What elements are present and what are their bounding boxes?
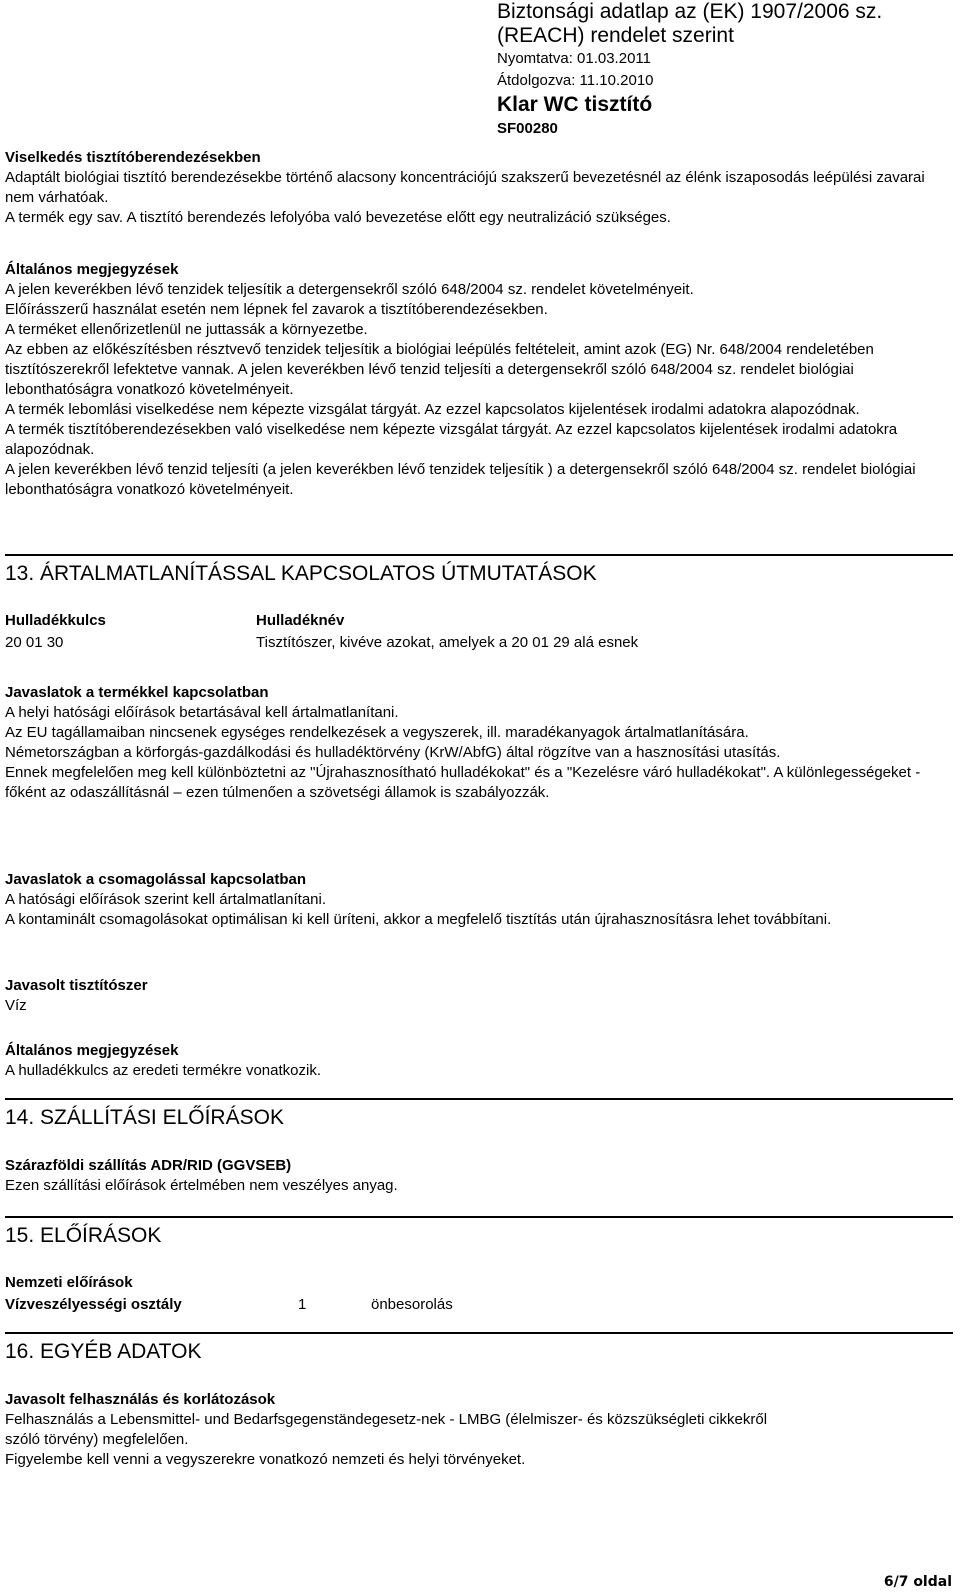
packaging-disposal-block xyxy=(5,870,945,930)
water-hazard-class-value: 1 xyxy=(298,1296,307,1313)
packaging-disposal-paragraph-2: A kontaminált csomagolásokat optimálisan ki kell üríteni, akkor a megfelelő tisztítás után újrahasznosításra lehet továbbítani. xyxy=(5,911,832,928)
section-16-divider xyxy=(5,1332,953,1334)
recommended-use-heading: Javasolt felhasználás és korlátozások xyxy=(5,1391,276,1408)
recommended-cleaner-heading: Javasolt tisztítószer xyxy=(5,977,148,994)
general-notes-paragraph-5: A termék lebomlási viselkedése nem képezte vizsgálat tárgyát. Az ezzel kapcsolatos kijelentések irodalmi adatokra alapozódnak. xyxy=(5,401,860,418)
packaging-disposal-heading: Javaslatok a csomagolással kapcsolatban xyxy=(5,871,306,888)
product-disposal-paragraph-2: Az EU tagállamaiban nincsenek egységes rendelkezések a vegyszerek, ill. maradékanyagok ártalmatlanítására. xyxy=(5,724,749,741)
header-revised-date: Átdolgozva: 11.10.2010 xyxy=(497,72,654,89)
product-disposal-paragraph-4: Ennek megfelelően meg kell különböztetni az "Újrahasznosítható hulladékokat" és a "Kezelésre váró hulladékokat". A különlegességeket - főként az odaszállításnál – ezen túlmenően a szövetségi államok is szabályozzák. xyxy=(5,764,921,801)
packaging-disposal-paragraph-1: A hatósági előírások szerint kell ártalmatlanítani. xyxy=(5,891,326,908)
water-hazard-class-label: Vízveszélyességi osztály xyxy=(5,1296,182,1313)
general-notes-heading: Általános megjegyzések xyxy=(5,261,179,278)
land-transport-paragraph-1: Ezen szállítási előírások értelmében nem veszélyes anyag. xyxy=(5,1177,398,1194)
disposal-general-notes-block xyxy=(5,1041,945,1081)
national-regulations-heading: Nemzeti előírások xyxy=(5,1274,133,1291)
general-notes-paragraph-7: A jelen keverékben lévő tenzid teljesíti (a jelen keverékben lévő tenzidek teljesítik ) a detergensekről szóló 648/2004 sz. rendelet biológiai lebonthatóságra vonatkozó követelményeit. xyxy=(5,461,916,498)
recommended-use-paragraph-1: Felhasználás a Lebensmittel- und Bedarfsgegenständegesetz-nek - LMBG (élelmiszer- és közszükségleti cikkekről xyxy=(5,1411,768,1428)
recommended-use-paragraph-3: Figyelembe kell venni a vegyszerekre vonatkozó nemzeti és helyi törvényeket. xyxy=(5,1451,526,1468)
land-transport-block xyxy=(5,1156,945,1196)
behaviour-heading: Viselkedés tisztítóberendezésekben xyxy=(5,149,261,166)
header-title-line1: Biztonsági adatlap az (EK) 1907/2006 sz. xyxy=(497,0,883,23)
behaviour-paragraph-1: Adaptált biológiai tisztító berendezésekbe történő alacsony koncentrációjú szakszerű bevezetésnél az élénk iszaposodás leépülési zavarai nem várhatóak. xyxy=(5,169,925,206)
recommended-cleaner-block xyxy=(5,976,945,1016)
product-disposal-paragraph-1: A helyi hatósági előírások betartásával kell ártalmatlanítani. xyxy=(5,704,399,721)
general-notes-paragraph-6: A termék tisztítóberendezésekben való viselkedése nem képezte vizsgálat tárgyát. Az ezzel kapcsolatos kijelentések irodalmi adatokra alapozódnak. xyxy=(5,421,898,458)
section-14-divider xyxy=(5,1098,953,1100)
recommended-cleaner-value: Víz xyxy=(5,997,27,1014)
disposal-general-notes-heading: Általános megjegyzések xyxy=(5,1042,179,1059)
land-transport-heading: Szárazföldi szállítás ADR/RID (GGVSEB) xyxy=(5,1157,292,1174)
section-15-divider xyxy=(5,1216,953,1218)
general-notes-paragraph-1: A jelen keverékben lévő tenzidek teljesítik a detergensekről szóló 648/2004 sz. rendelet követelményeit. xyxy=(5,281,694,298)
header-printed-date: Nyomtatva: 01.03.2011 xyxy=(497,50,651,67)
header-product-code: SF00280 xyxy=(497,120,558,137)
header-product-name: Klar WC tisztító xyxy=(497,93,653,116)
page-number: 6/7 oldal xyxy=(883,1574,952,1590)
general-notes-paragraph-2: Előírásszerű használat esetén nem lépnek fel zavarok a tisztítóberendezésekben. xyxy=(5,301,548,318)
waste-name-value: Tisztítószer, kivéve azokat, amelyek a 20 01 29 alá esnek xyxy=(256,634,639,651)
product-disposal-block xyxy=(5,683,945,803)
section-16-title: 16. EGYÉB ADATOK xyxy=(5,1340,202,1363)
section-13-divider xyxy=(5,554,953,556)
waste-key-value: 20 01 30 xyxy=(5,634,64,651)
section-15-title: 15. ELŐÍRÁSOK xyxy=(5,1224,162,1247)
disposal-general-notes-paragraph-1: A hulladékkulcs az eredeti termékre vonatkozik. xyxy=(5,1062,321,1079)
product-disposal-paragraph-3: Németországban a körforgás-gazdálkodási és hulladéktörvény (KrW/AbfG) által rögzítve van a hasznosítási utasítás. xyxy=(5,744,781,761)
waste-name-header: Hulladéknév xyxy=(256,612,345,629)
product-disposal-heading: Javaslatok a termékkel kapcsolatban xyxy=(5,684,269,701)
recommended-use-paragraph-2: szóló törvény) megfelelően. xyxy=(5,1431,189,1448)
behaviour-block xyxy=(5,148,945,228)
section-13-title: 13. ÁRTALMATLANÍTÁSSAL KAPCSOLATOS ÚTMUTATÁSOK xyxy=(5,562,597,585)
section-14-title: 14. SZÁLLÍTÁSI ELŐÍRÁSOK xyxy=(5,1106,284,1129)
document-header xyxy=(497,0,882,140)
header-title-line2: (REACH) rendelet szerint xyxy=(497,24,734,47)
water-hazard-class-note: önbesorolás xyxy=(371,1296,453,1313)
recommended-use-block xyxy=(5,1390,895,1470)
general-notes-block xyxy=(5,260,945,500)
general-notes-paragraph-3: A terméket ellenőrizetlenül ne juttassák a környezetbe. xyxy=(5,321,368,338)
general-notes-paragraph-4: Az ebben az előkészítésben résztvevő tenzidek teljesítik a biológiai leépülés feltételeit, amint azok (EG) Nr. 648/2004 rendeletében tisztítószerekről lefektetve vannak. A jelen keverékben lévő tenzid teljesíti a detergensekről szóló 648/2004 sz. rendelet biológiai lebonthatóságra vonatkozó követelményeit. xyxy=(5,341,874,398)
behaviour-paragraph-2: A termék egy sav. A tisztító berendezés lefolyóba való bevezetése előtt egy neutralizáció szükséges. xyxy=(5,209,671,226)
waste-key-header: Hulladékkulcs xyxy=(5,612,106,629)
